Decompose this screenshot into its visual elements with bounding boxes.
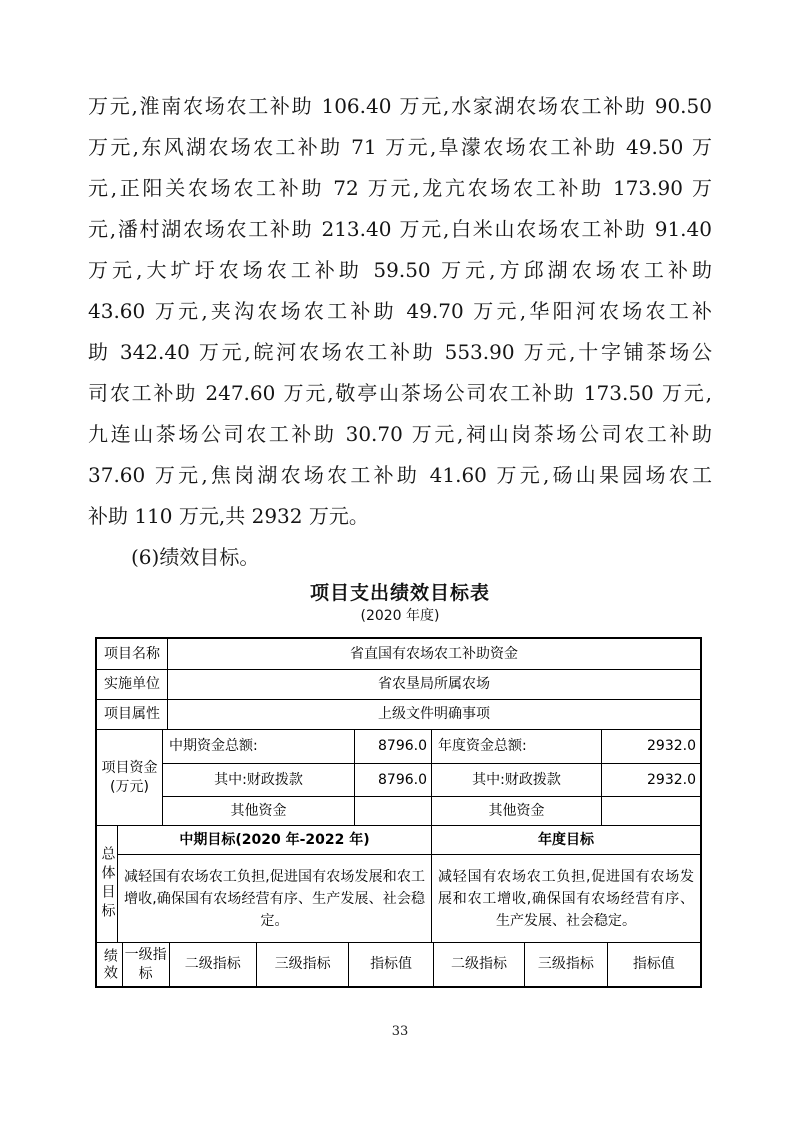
level1-indicator-header: 一级指标 xyxy=(122,943,169,986)
annual-other-label: 其他资金 xyxy=(431,797,601,825)
project-name-label: 项目名称 xyxy=(104,645,160,662)
row-project-name xyxy=(97,639,700,669)
level2-indicator-header-mid: 二级指标 xyxy=(169,943,256,986)
annual-total-label: 年度资金总额: xyxy=(431,730,601,763)
mid-term-fiscal-label: 其中:财政拨款 xyxy=(214,771,303,788)
table-title: 项目支出绩效目标表 xyxy=(309,582,490,604)
funding-other-row xyxy=(163,796,700,825)
annual-fiscal-value: 2932.0 xyxy=(601,764,700,796)
project-name-value: 省直国有农场农工补助资金 xyxy=(167,639,700,669)
overall-goal-grid xyxy=(117,826,700,942)
body-text-line: 元,潘村湖农场农工补助 213.40 万元,白米山农场农工补助 91.40 xyxy=(88,217,712,241)
overall-goal-label: 总体目标 xyxy=(99,846,116,922)
annual-goal-cell xyxy=(431,855,700,942)
body-text-line: 司农工补助 247.60 万元,敬亭山茶场公司农工补助 173.50 万元, xyxy=(88,381,712,405)
item-6-performance-goal-heading: (6)绩效目标。 xyxy=(131,545,260,569)
page-number: 33 xyxy=(391,1024,409,1039)
project-attribute-value: 上级文件明确事项 xyxy=(167,700,700,729)
mid-term-goal-text: 减轻国有农场农工负担,促进国有农场发展和农工增收,确保国有农场经营有序、生产发展、社会稳定。 xyxy=(124,868,425,929)
annual-goal-header: 年度目标 xyxy=(431,826,700,854)
indicator-value-header-mid: 指标值 xyxy=(348,943,432,986)
row-overall-goal xyxy=(97,825,700,942)
body-text-line: 补助 110 万元,共 2932 万元。 xyxy=(88,504,369,528)
implementing-unit-label: 实施单位 xyxy=(104,676,160,692)
performance-label-cell xyxy=(97,943,122,986)
level2-indicator-header-annual: 二级指标 xyxy=(433,943,524,986)
annual-other-value xyxy=(601,797,700,825)
performance-label: 绩效 xyxy=(101,947,118,982)
indicator-value-header-annual: 指标值 xyxy=(607,943,700,986)
funding-total-row xyxy=(163,730,700,763)
annual-goal-text: 减轻国有农场农工负担,促进国有农场发展和农工增收,确保国有农场经营有序、生产发展、社会稳定。 xyxy=(438,868,694,929)
body-text-line: 万元,淮南农场农工补助 106.40 万元,水家湖农场农工补助 90.50 xyxy=(88,94,712,118)
overall-goal-label-cell xyxy=(97,826,117,942)
level3-indicator-header-mid: 三级指标 xyxy=(256,943,348,986)
mid-term-goal-header: 中期目标(2020 年-2022 年) xyxy=(179,831,370,848)
goal-header-row xyxy=(118,826,700,854)
goal-text-row xyxy=(118,854,700,942)
row-project-attribute xyxy=(97,699,700,729)
body-text-line: 43.60 万元,夹沟农场农工补助 49.70 万元,华阳河农场农工补 xyxy=(88,299,712,323)
body-text-line: 助 342.40 万元,皖河农场农工补助 553.90 万元,十字铺茶场公 xyxy=(88,340,712,364)
project-funding-label: 项目资金(万元) xyxy=(101,759,158,795)
funding-fiscal-row xyxy=(163,763,700,796)
annual-total-value: 2932.0 xyxy=(601,730,700,763)
project-attribute-label: 项目属性 xyxy=(104,706,160,722)
body-text-line: 九连山茶场公司农工补助 30.70 万元,祠山岗茶场公司农工补助 xyxy=(88,422,712,446)
mid-term-other-value xyxy=(354,797,431,825)
mid-term-other-label: 其他资金 xyxy=(230,802,287,819)
annual-fiscal-label: 其中:财政拨款 xyxy=(431,764,601,796)
body-text-line: 元,正阳关农场农工补助 72 万元,龙亢农场农工补助 173.90 万 xyxy=(88,176,712,200)
row-implementing-unit xyxy=(97,669,700,699)
mid-term-fiscal-value: 8796.0 xyxy=(354,764,431,796)
table-year-subtitle: (2020 年度) xyxy=(360,608,440,624)
performance-target-table xyxy=(95,637,702,988)
body-text-line: 37.60 万元,焦岗湖农场农工补助 41.60 万元,砀山果园场农工 xyxy=(88,463,712,487)
mid-term-total-value: 8796.0 xyxy=(354,730,431,763)
mid-term-total-label: 中期资金总额: xyxy=(169,738,258,754)
level3-indicator-header-annual: 三级指标 xyxy=(524,943,606,986)
body-text-line: 万元,东风湖农场农工补助 71 万元,阜濛农场农工补助 49.50 万 xyxy=(88,135,712,159)
row-performance-indicators xyxy=(97,942,700,986)
implementing-unit-value: 省农垦局所属农场 xyxy=(167,670,700,699)
mid-term-goal-cell xyxy=(118,855,431,942)
body-text-line: 万元,大圹圩农场农工补助 59.50 万元,方邱湖农场农工补助 xyxy=(88,258,712,282)
project-funding-grid xyxy=(162,730,700,825)
row-project-funding xyxy=(97,729,700,825)
